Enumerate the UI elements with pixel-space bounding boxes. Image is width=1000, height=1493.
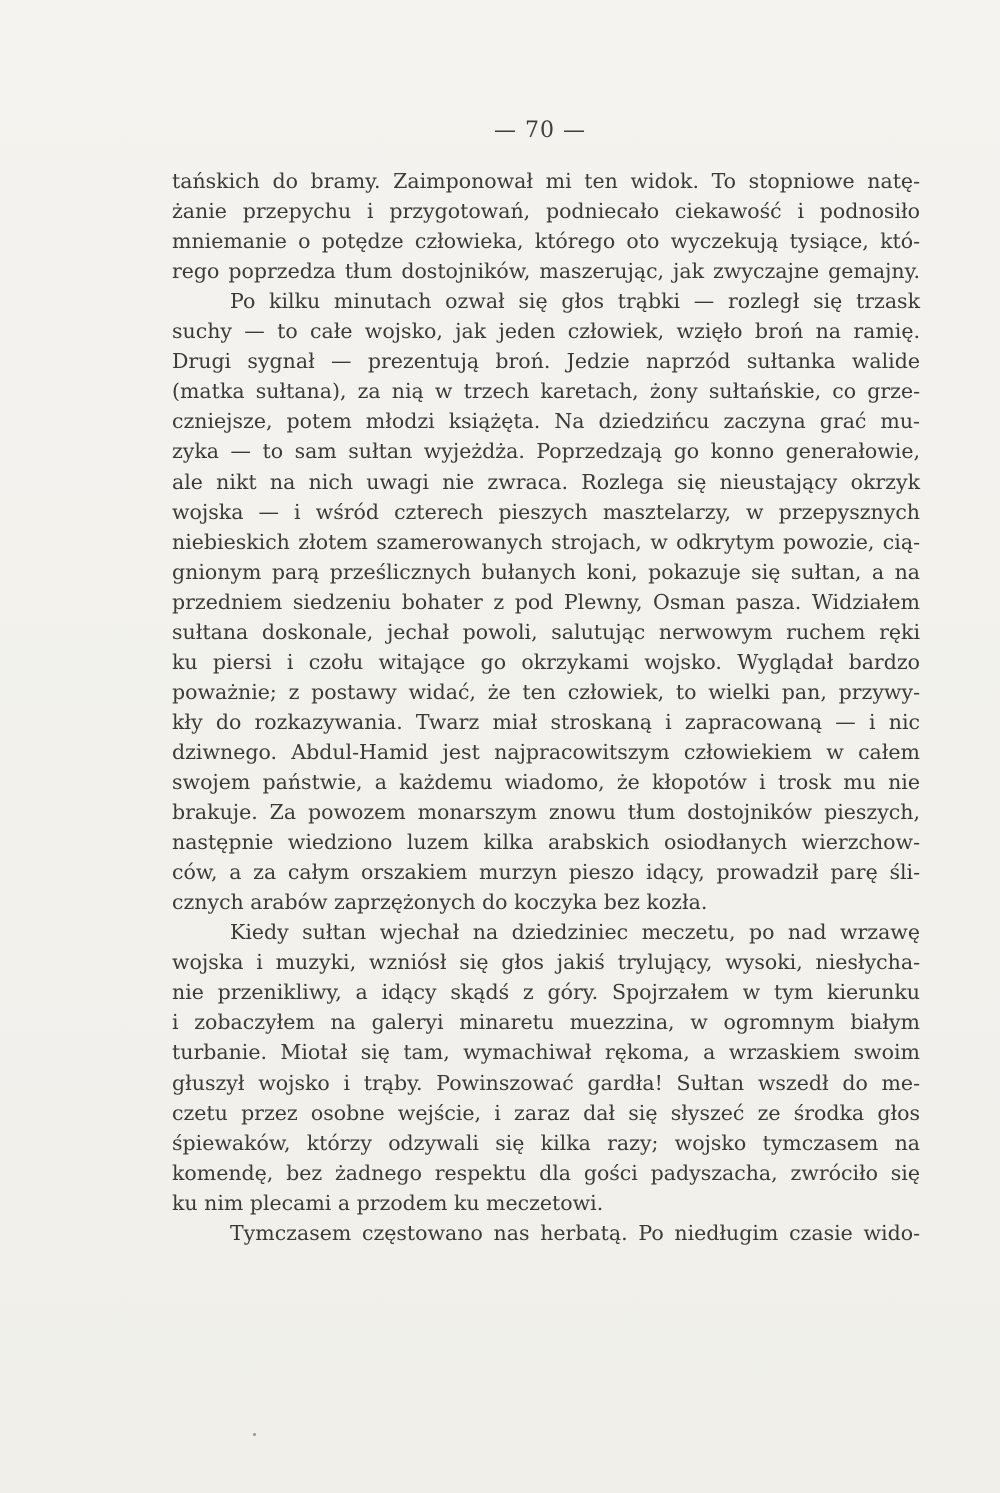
text-line: (matka sułtana), za nią w trzech karetach, żony sułtańskie, co grze-: [172, 379, 920, 404]
text-line: czniejsze, potem młodzi książęta. Na dziedzińcu zaczyna grać mu-: [172, 409, 920, 434]
text-line: śpiewaków, którzy odzywali się kilka razy; wojsko tymczasem na: [172, 1130, 920, 1155]
text-line: swojem państwie, a każdemu wiadomo, że kłopotów i trosk mu nie: [172, 770, 920, 794]
text-line: rego poprzedza tłum dostojników, maszerując, jak zwyczajne gemajny.: [172, 259, 920, 284]
text-line: gnionym parą prześlicznych bułanych koni, pokazuje się sułtan, a na: [172, 559, 920, 584]
text-line: sułtana doskonale, jechał powoli, salutując nerwowym ruchem ręki: [172, 619, 920, 644]
text-line: kły do rozkazywania. Twarz miał stroskaną i zapracowaną — i nic: [172, 709, 920, 734]
paper-speck: [253, 1433, 256, 1436]
text-line: Drugi sygnał — prezentują broń. Jedzie naprzód sułtanka walide: [172, 349, 920, 374]
text-line: dziwnego. Abdul-Hamid jest najpracowitszym człowiekiem w całem: [172, 739, 920, 764]
text-line: niebieskich złotem szamerowanych strojach, w odkrytym powozie, cią-: [172, 529, 920, 554]
text-line: wojska — i wśród czterech pieszych masztelarzy, w przepysznych: [172, 499, 920, 524]
text-line: tańskich do bramy. Zaimponował mi ten widok. To stopniowe natę-: [172, 169, 920, 193]
text-line: brakuje. Za powozem monarszym znowu tłum dostojników pieszych,: [172, 800, 920, 825]
text-line: i zobaczyłem na galeryi minaretu muezzina, w ogromnym białym: [172, 1010, 920, 1035]
text-line: żanie przepychu i przygotowań, podniecało ciekawość i podnosiło: [172, 199, 920, 224]
text-line: Kiedy sułtan wjechał na dziedziniec meczetu, po nad wrzawę: [230, 920, 920, 945]
text-line: poważnie; z postawy widać, że ten człowiek, to wielki pan, przywy-: [172, 679, 920, 704]
text-line: Po kilku minutach ozwał się głos trąbki — rozległ się trzask: [230, 289, 920, 314]
text-line: cznych arabów zaprzężonych do koczyka bez kozła.: [172, 890, 708, 915]
page-number: — 70 —: [494, 118, 586, 143]
text-line: nie przenikliwy, a idący skądś z góry. Spojrzałem w tym kierunku: [172, 980, 920, 1005]
text-line: komendę, bez żadnego respektu dla gości padyszacha, zwróciło się: [172, 1160, 920, 1185]
text-line: suchy — to całe wojsko, jak jeden człowiek, wzięło broń na ramię.: [172, 319, 920, 344]
text-line: Tymczasem częstowano nas herbatą. Po niedługim czasie wido-: [230, 1220, 920, 1245]
text-line: turbanie. Miotał się tam, wymachiwał rękoma, a wrzaskiem swoim: [172, 1040, 920, 1065]
text-line: czetu przez osobne wejście, i zaraz dał się słyszeć ze środka głos: [172, 1100, 920, 1125]
text-line: wojska i muzyki, wzniósł się głos jakiś trylujący, wysoki, niesłycha-: [172, 950, 920, 975]
text-line: ku piersi i czołu witające go okrzykami wojsko. Wyglądał bardzo: [172, 649, 920, 674]
text-line: ku nim plecami a przodem ku meczetowi.: [172, 1190, 604, 1215]
text-line: zyka — to sam sułtan wyjeżdża. Poprzedzają go konno generałowie,: [172, 439, 920, 464]
text-line: następnie wiedziono luzem kilka arabskich osiodłanych wierzchow-: [172, 830, 920, 855]
text-line: ale nikt na nich uwagi nie zwraca. Rozlega się nieustający okrzyk: [172, 469, 920, 494]
text-line: ców, a za całym orszakiem murzyn pieszo idący, prowadził parę śli-: [172, 860, 920, 885]
text-line: mniemanie o potędze człowieka, którego oto wyczekują tysiące, któ-: [172, 229, 920, 254]
text-line: przedniem siedzeniu bohater z pod Plewny, Osman pasza. Widziałem: [172, 589, 920, 614]
text-line: głuszył wojsko i trąby. Powinszować gardła! Sułtan wszedł do me-: [172, 1070, 920, 1095]
